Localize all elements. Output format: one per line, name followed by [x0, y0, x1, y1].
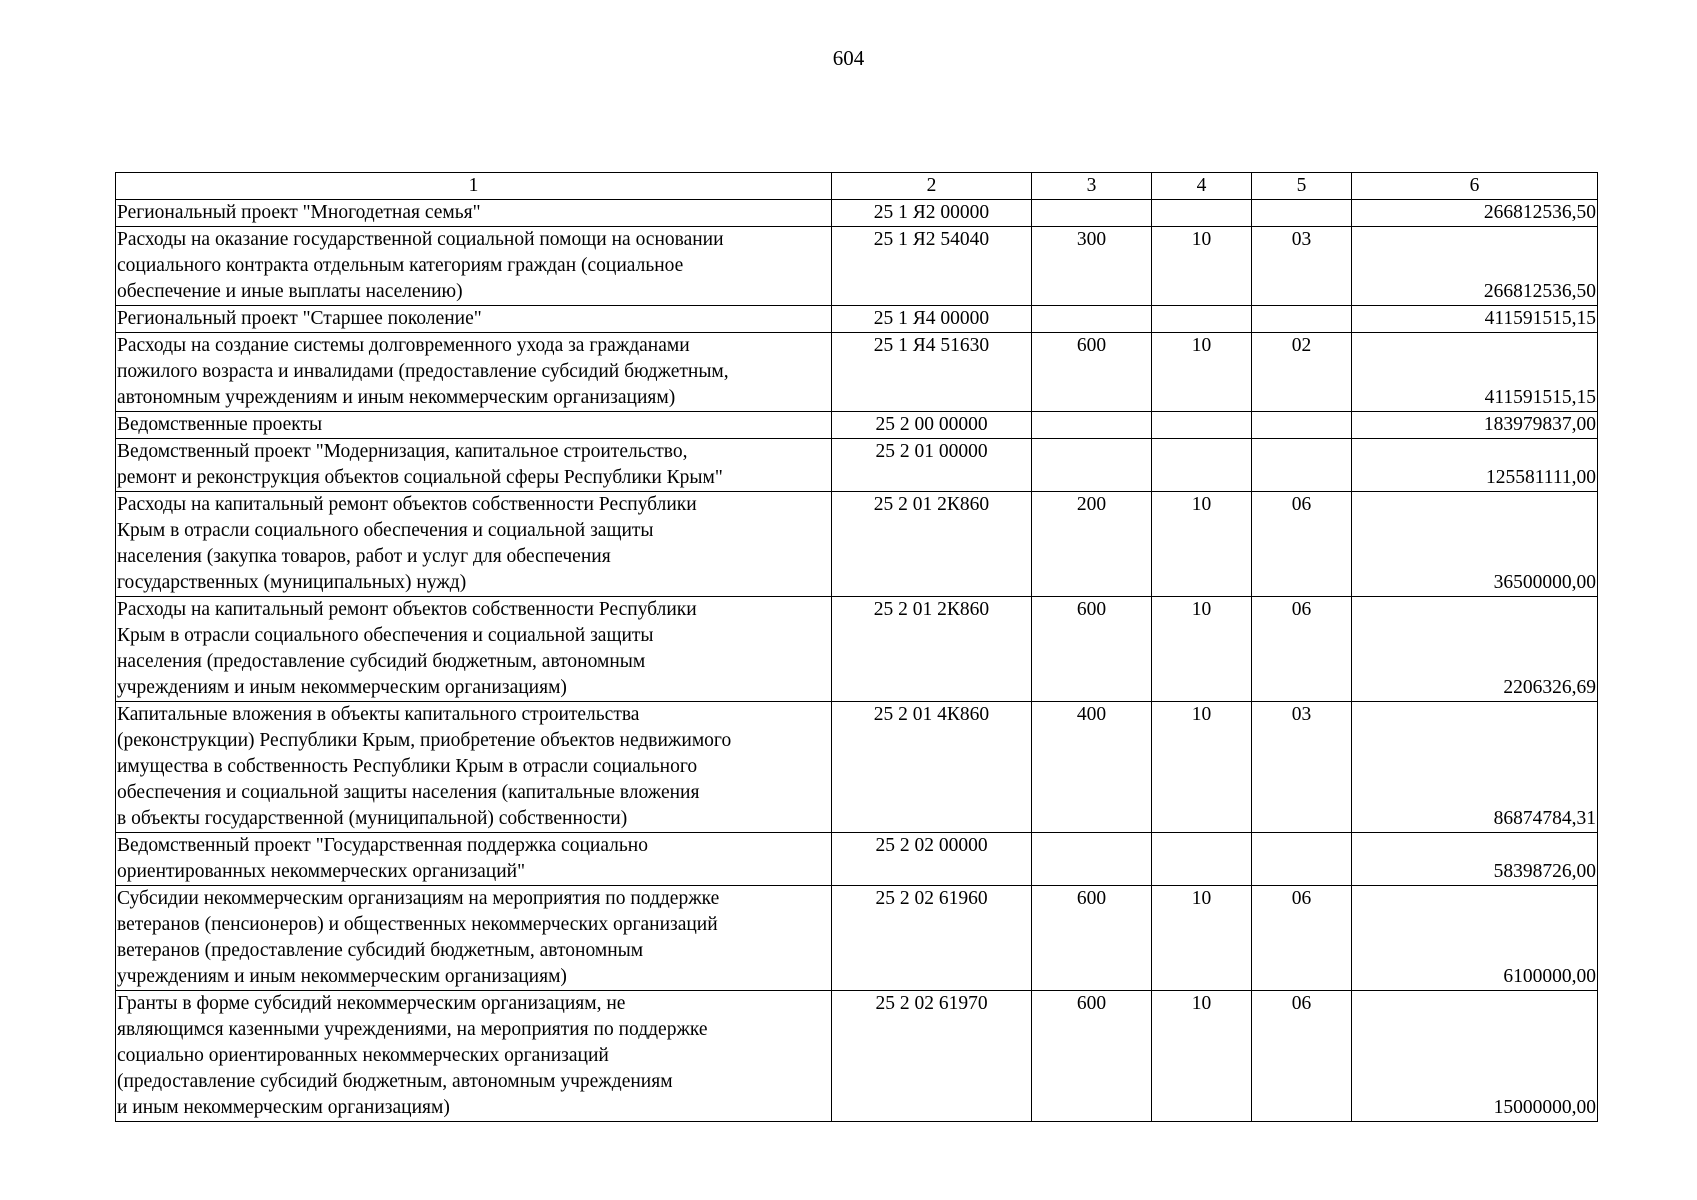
- column-header: 5: [1252, 173, 1352, 200]
- row-sum-cell: 86874784,31: [1352, 702, 1598, 833]
- row-name-cell: [116, 227, 832, 306]
- row-name-line: Крым в отрасли социального обеспечения и социальной защиты: [117, 520, 654, 541]
- table-row: [116, 886, 1598, 991]
- row-name-cell: [116, 492, 832, 597]
- row-name-line: социального контракта отдельным категориям граждан (социальное: [117, 255, 684, 276]
- row-name-line: Расходы на создание системы долговременного ухода за гражданами: [117, 335, 690, 356]
- row-name-cell: [116, 991, 832, 1122]
- row-code-cell: 25 1 Я2 54040: [832, 227, 1032, 306]
- row-subsection-cell: [1252, 412, 1352, 439]
- row-name-line: Ведомственные проекты: [117, 414, 323, 435]
- table-row: [116, 306, 1598, 333]
- row-section-cell: [1152, 833, 1252, 886]
- row-name-line: ремонт и реконструкция объектов социальной сферы Республики Крым": [117, 467, 723, 488]
- row-expense-type-cell: 600: [1032, 991, 1152, 1122]
- row-name-cell: [116, 886, 832, 991]
- row-sum-cell: 411591515,15: [1352, 333, 1598, 412]
- row-name-cell: [116, 412, 832, 439]
- column-header: 2: [832, 173, 1032, 200]
- budget-table: [115, 172, 1598, 1122]
- row-subsection-cell: 03: [1252, 227, 1352, 306]
- row-expense-type-cell: 600: [1032, 597, 1152, 702]
- row-expense-type-cell: 400: [1032, 702, 1152, 833]
- row-name-line: Ведомственный проект "Государственная поддержка социально: [117, 835, 648, 856]
- row-name-line: Расходы на капитальный ремонт объектов собственности Республики: [117, 599, 697, 620]
- row-name-line: Региональный проект "Старшее поколение": [117, 308, 482, 329]
- row-subsection-cell: 06: [1252, 991, 1352, 1122]
- row-sum-cell: 6100000,00: [1352, 886, 1598, 991]
- row-name-line: учреждениям и иным некоммерческим организациям): [117, 677, 567, 698]
- column-header: 1: [116, 173, 832, 200]
- row-name-line: обеспечение и иные выплаты населению): [117, 281, 463, 302]
- row-name-line: обеспечения и социальной защиты населения (капитальные вложения: [117, 782, 700, 803]
- row-section-cell: 10: [1152, 702, 1252, 833]
- table-row: [116, 991, 1598, 1122]
- row-name-cell: [116, 702, 832, 833]
- table-row: [116, 333, 1598, 412]
- column-header: 6: [1352, 173, 1598, 200]
- row-name-cell: [116, 200, 832, 227]
- row-section-cell: 10: [1152, 492, 1252, 597]
- row-name-line: автономным учреждениям и иным некоммерческим организациям): [117, 387, 676, 408]
- row-expense-type-cell: [1032, 412, 1152, 439]
- row-name-line: Субсидии некоммерческим организациям на мероприятия по поддержке: [117, 888, 720, 909]
- row-subsection-cell: [1252, 439, 1352, 492]
- row-name-line: и иным некоммерческим организациям): [117, 1097, 450, 1118]
- row-code-cell: 25 2 01 2К860: [832, 597, 1032, 702]
- row-section-cell: [1152, 439, 1252, 492]
- row-code-cell: 25 2 02 61970: [832, 991, 1032, 1122]
- table-row: [116, 412, 1598, 439]
- row-name-line: являющимся казенными учреждениями, на мероприятия по поддержке: [117, 1019, 708, 1040]
- row-section-cell: 10: [1152, 227, 1252, 306]
- row-name-line: (реконструкции) Республики Крым, приобретение объектов недвижимого: [117, 730, 732, 751]
- row-code-cell: 25 2 01 2К860: [832, 492, 1032, 597]
- row-sum-cell: 58398726,00: [1352, 833, 1598, 886]
- row-name-cell: [116, 306, 832, 333]
- row-expense-type-cell: 600: [1032, 333, 1152, 412]
- row-name-line: Расходы на капитальный ремонт объектов собственности Республики: [117, 494, 697, 515]
- row-expense-type-cell: 200: [1032, 492, 1152, 597]
- row-subsection-cell: 06: [1252, 886, 1352, 991]
- row-name-line: Региональный проект "Многодетная семья": [117, 202, 481, 223]
- row-name-line: (предоставление субсидий бюджетным, автономным учреждениям: [117, 1071, 673, 1092]
- row-name-line: населения (предоставление субсидий бюджетным, автономным: [117, 651, 646, 672]
- row-sum-cell: 15000000,00: [1352, 991, 1598, 1122]
- row-sum-cell: 183979837,00: [1352, 412, 1598, 439]
- row-name-line: Ведомственный проект "Модернизация, капитальное строительство,: [117, 441, 688, 462]
- row-name-line: социально ориентированных некоммерческих организаций: [117, 1045, 609, 1066]
- row-sum-cell: 125581111,00: [1352, 439, 1598, 492]
- row-subsection-cell: [1252, 200, 1352, 227]
- row-expense-type-cell: [1032, 833, 1152, 886]
- row-code-cell: 25 2 00 00000: [832, 412, 1032, 439]
- row-sum-cell: 266812536,50: [1352, 200, 1598, 227]
- row-name-line: в объекты государственной (муниципальной) собственности): [117, 808, 628, 829]
- row-code-cell: 25 1 Я4 51630: [832, 333, 1032, 412]
- row-code-cell: 25 1 Я4 00000: [832, 306, 1032, 333]
- row-sum-cell: 2206326,69: [1352, 597, 1598, 702]
- row-subsection-cell: 06: [1252, 597, 1352, 702]
- table-row: [116, 200, 1598, 227]
- row-section-cell: 10: [1152, 597, 1252, 702]
- row-section-cell: 10: [1152, 333, 1252, 412]
- row-code-cell: 25 2 01 00000: [832, 439, 1032, 492]
- column-header: 4: [1152, 173, 1252, 200]
- row-name-cell: [116, 597, 832, 702]
- row-section-cell: [1152, 412, 1252, 439]
- table-row: [116, 439, 1598, 492]
- row-code-cell: 25 2 02 00000: [832, 833, 1032, 886]
- row-name-line: ветеранов (пенсионеров) и общественных некоммерческих организаций: [117, 914, 718, 935]
- row-name-line: государственных (муниципальных) нужд): [117, 572, 467, 593]
- row-sum-cell: 266812536,50: [1352, 227, 1598, 306]
- row-name-line: Капитальные вложения в объекты капитального строительства: [117, 704, 640, 725]
- row-expense-type-cell: 300: [1032, 227, 1152, 306]
- row-name-cell: [116, 833, 832, 886]
- row-sum-cell: 411591515,15: [1352, 306, 1598, 333]
- row-name-cell: [116, 439, 832, 492]
- row-expense-type-cell: 600: [1032, 886, 1152, 991]
- row-sum-cell: 36500000,00: [1352, 492, 1598, 597]
- table-row: [116, 227, 1598, 306]
- page-number: 604: [832, 46, 865, 70]
- row-name-line: ориентированных некоммерческих организаций": [117, 861, 526, 882]
- row-name-line: Расходы на оказание государственной социальной помощи на основании: [117, 229, 724, 250]
- row-subsection-cell: 06: [1252, 492, 1352, 597]
- table-row: [116, 492, 1598, 597]
- table-header-row: [116, 173, 1598, 200]
- row-section-cell: [1152, 306, 1252, 333]
- row-section-cell: 10: [1152, 886, 1252, 991]
- row-name-line: учреждениям и иным некоммерческим организациям): [117, 966, 567, 987]
- row-name-line: населения (закупка товаров, работ и услуг для обеспечения: [117, 546, 611, 567]
- row-name-line: пожилого возраста и инвалидами (предоставление субсидий бюджетным,: [117, 361, 729, 382]
- row-name-line: ветеранов (предоставление субсидий бюджетным, автономным: [117, 940, 644, 961]
- row-name-cell: [116, 333, 832, 412]
- column-header: 3: [1032, 173, 1152, 200]
- row-code-cell: 25 2 02 61960: [832, 886, 1032, 991]
- row-section-cell: 10: [1152, 991, 1252, 1122]
- row-code-cell: 25 2 01 4К860: [832, 702, 1032, 833]
- table-row: [116, 702, 1598, 833]
- row-code-cell: 25 1 Я2 00000: [832, 200, 1032, 227]
- row-name-line: Гранты в форме субсидий некоммерческим организациям, не: [117, 993, 626, 1014]
- row-subsection-cell: [1252, 306, 1352, 333]
- row-subsection-cell: 02: [1252, 333, 1352, 412]
- row-expense-type-cell: [1032, 200, 1152, 227]
- row-subsection-cell: [1252, 833, 1352, 886]
- row-name-line: имущества в собственность Республики Крым в отрасли социального: [117, 756, 698, 777]
- row-expense-type-cell: [1032, 306, 1152, 333]
- table-row: [116, 833, 1598, 886]
- row-subsection-cell: 03: [1252, 702, 1352, 833]
- row-expense-type-cell: [1032, 439, 1152, 492]
- row-section-cell: [1152, 200, 1252, 227]
- row-name-line: Крым в отрасли социального обеспечения и социальной защиты: [117, 625, 654, 646]
- table-row: [116, 597, 1598, 702]
